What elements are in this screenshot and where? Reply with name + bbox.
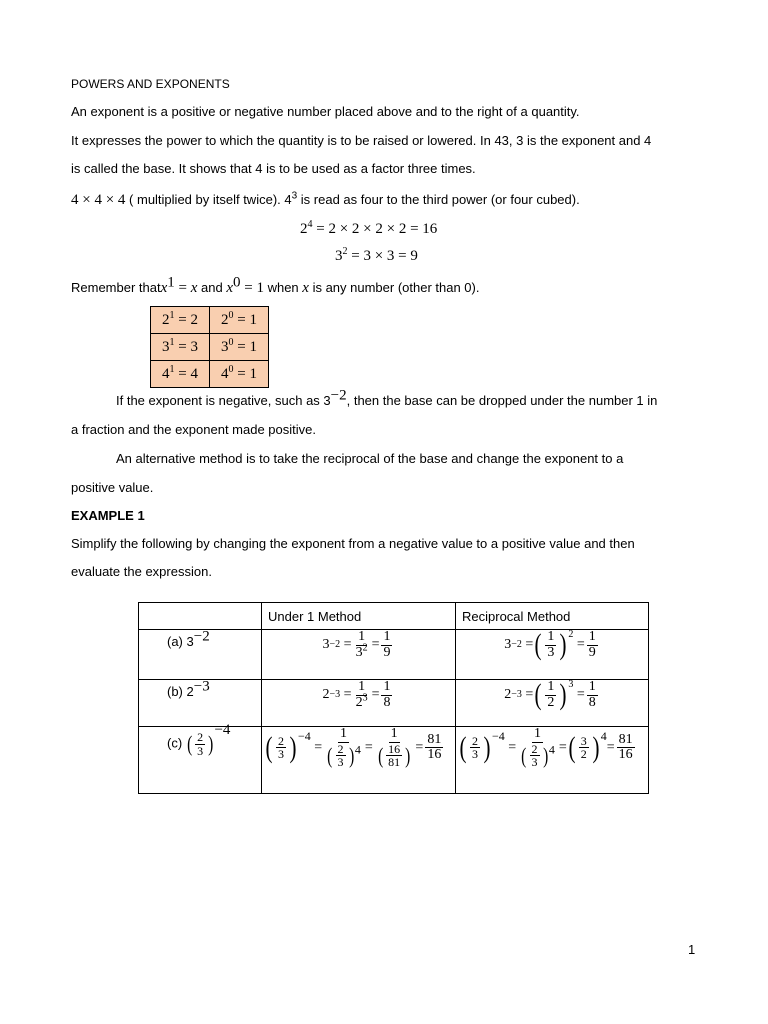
remember-eq2: = 1 [240, 280, 264, 296]
powers-cell: $3^1 = 3$ [151, 334, 210, 361]
example-heading: EXAMPLE 1 [71, 508, 145, 523]
negative-text-1: If the exponent is negative, such as 3 [116, 393, 331, 408]
powers-row [151, 307, 269, 334]
equation-3-squared [335, 248, 418, 265]
powers-cell: $2^0 = 1$ [210, 307, 269, 334]
header-blank [139, 603, 262, 630]
under-1-b: 2 −3 = $\frac{1}{2^3}$ = $\frac{1}{8}$ [262, 680, 456, 727]
eq2-base: 3 [335, 248, 343, 264]
powers-cell: $2^1 = 2$ [151, 307, 210, 334]
remember-x4: x [302, 280, 309, 296]
powers-row [151, 361, 269, 388]
intro-paragraph-2a: It expresses the power to which the quantity is to be raised or lowered. In 43, 3 is the exponent and 4 [71, 133, 652, 148]
alternative-line-2: positive value. [71, 480, 154, 495]
multiplication-text-2: is read as four to the third power (or four cubed). [297, 192, 580, 207]
powers-cell: $4^1 = 4$ [151, 361, 210, 388]
remember-text-3: is any number (other than 0). [308, 280, 480, 295]
intro-paragraph-2b: is called the base. It shows that 4 is to be used as a factor three times. [71, 161, 476, 176]
example-text-1: Simplify the following by changing the exponent from a negative value to a positive value and then [71, 536, 635, 551]
intro-paragraph-1: An exponent is a positive or negative number placed above and to the right of a quantity. [71, 104, 580, 119]
page-number: 1 [688, 942, 696, 957]
negative-exp: −2 [330, 387, 347, 404]
example-row-c [139, 727, 649, 794]
remember-exp0: 0 [233, 274, 241, 291]
row-label-a: (a) $3^{-2}$ [139, 630, 262, 680]
remember-x1: x [160, 280, 168, 296]
negative-exponent-line-2: a fraction and the exponent made positive. [71, 422, 316, 437]
multiplication-text-1: ( multiplied by itself twice). 4 [129, 192, 292, 207]
example-table [138, 602, 649, 794]
eq2-exp: 2 [342, 246, 348, 257]
powers-cell: $4^0 = 1$ [210, 361, 269, 388]
eq1-exp: 4 [307, 219, 313, 230]
powers-cell: $3^0 = 1$ [210, 334, 269, 361]
reciprocal-b: 2 −3 = ( $\frac{1}{2}$ ) $^3$ = $\frac{1}{8}$ [456, 680, 649, 727]
reciprocal-a: 3 −2 = ( $\frac{1}{3}$ ) $^2$ = $\frac{1}{9}$ [456, 630, 649, 680]
example-text-2: evaluate the expression. [71, 564, 212, 579]
eq1-rhs: = 2 × 2 × 2 × 2 = 16 [312, 221, 438, 237]
example-row-a [139, 630, 649, 680]
alternative-line-1: An alternative method is to take the reciprocal of the base and change the exponent to a [116, 451, 624, 466]
multiplication-line [71, 192, 580, 209]
header-reciprocal-method: Reciprocal Method [456, 603, 649, 630]
example-header-row [139, 603, 649, 630]
under-1-a: 3 −2 = $\frac{1}{3^2}$ = $\frac{1}{9}$ [262, 630, 456, 680]
equation-2-to-4 [300, 221, 437, 238]
negative-text-2: , then the base can be dropped under the number 1 in [346, 393, 658, 408]
remember-eq1: = [174, 280, 191, 296]
remember-x2: x [190, 280, 198, 296]
remember-x3: x [226, 280, 233, 296]
under-1-c: ( $\frac{2}{3}$ ) $^{-4}$ = 1 ( $\frac{2}{3}$ ) $^4$ = 1 ( $\frac{16}{81}$ ) = $\frac{81}{16}$ [262, 727, 456, 794]
eq1-base: 2 [300, 221, 308, 237]
remember-exp1: 1 [167, 274, 175, 291]
remember-text-1: Remember that [71, 280, 161, 295]
reciprocal-c: ( $\frac{2}{3}$ ) $^{-4}$ = 1 ( $\frac{2}{3}$ ) $^4$ = ( $\frac{3}{2}$ ) $^4$ = $\frac{81}{16}$ [456, 727, 649, 794]
powers-table [150, 306, 269, 388]
row-label-b: (b) $2^{-3}$ [139, 680, 262, 727]
remember-text-2: when [263, 280, 303, 295]
powers-row [151, 334, 269, 361]
cubed-exponent: 3 [291, 190, 298, 202]
page-title: POWERS AND EXPONENTS [71, 77, 230, 91]
negative-exponent-line-1 [116, 387, 658, 408]
eq2-rhs: = 3 × 3 = 9 [347, 248, 418, 264]
example-row-b [139, 680, 649, 727]
multiplication-expression: 4 × 4 × 4 [71, 192, 126, 208]
remember-and: and [197, 280, 227, 295]
header-under-1-method: Under 1 Method [262, 603, 456, 630]
row-label-c: (c) ( $\frac{2}{3}$ ) $^{-4}$ [139, 727, 262, 794]
remember-line [71, 274, 480, 297]
